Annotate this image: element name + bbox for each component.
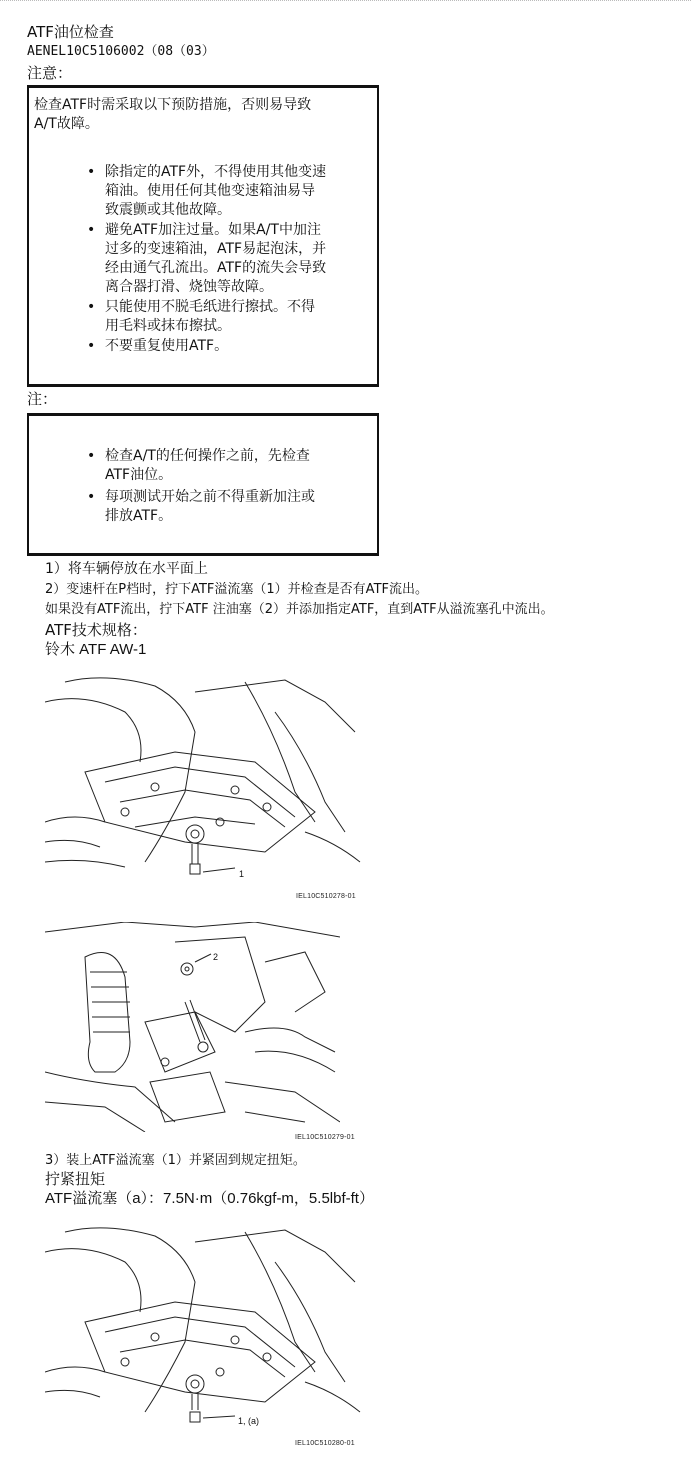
note-heading: 注： (27, 390, 58, 408)
caution-intro-line-2: A/T故障。 (34, 116, 99, 132)
document-code: AENEL10C5106002（08（03） (27, 44, 215, 59)
top-dotted-rule (0, 0, 691, 3)
figure-1-drain-plug-illustration (45, 672, 365, 894)
note-item-2-line-1: 每项测试开始之前不得重新加注或 (105, 489, 315, 505)
caution-item-1-line-1: 除指定的ATF外，不得使用其他变速 (105, 164, 327, 180)
figure-1-callout: 1 (239, 869, 245, 879)
page-title: ATF油位检查 (27, 23, 114, 41)
step-2-detail: 如果没有ATF流出，拧下ATF 注油塞（2）并添加指定ATF，直到ATF从溢流塞孔中流出。 (45, 602, 554, 617)
bullet-icon: • (87, 448, 96, 464)
figure-2-caption: IEL10C510279-01 (295, 1134, 355, 1141)
step-2: 2）变速杆在P档时，拧下ATF溢流塞（1）并检查是否有ATF流出。 (45, 582, 428, 597)
spec-label: ATF技术规格： (45, 621, 147, 639)
figure-2-callout: 2 (213, 952, 219, 962)
caution-heading: 注意： (27, 64, 73, 82)
caution-item-3-line-1: 只能使用不脱毛纸进行擦拭。不得 (105, 299, 315, 315)
figure-3-drain-plug-torque-illustration (45, 1222, 365, 1434)
bullet-icon: • (87, 338, 96, 354)
caution-item-2-line-4: 离合器打滑、烧蚀等故障。 (105, 279, 273, 295)
caution-item-1-line-3: 致震颤或其他故障。 (105, 202, 231, 218)
bullet-icon: • (87, 164, 96, 180)
bullet-icon: • (87, 222, 96, 238)
figure-3-callout: 1, (a) (238, 1416, 260, 1426)
figure-2-fill-plug-illustration (45, 922, 340, 1132)
step-1: 1）将车辆停放在水平面上 (45, 561, 208, 577)
caution-item-3-line-2: 用毛料或抹布擦拭。 (105, 318, 231, 334)
torque-value: ATF溢流塞（a）：7.5N·m（0.76kgf-m，5.5lbf-ft） (45, 1190, 374, 1207)
caution-box (27, 85, 379, 387)
figure-1-caption: IEL10C510278-01 (296, 893, 356, 900)
step-3: 3）装上ATF溢流塞（1）并紧固到规定扭矩。 (45, 1153, 306, 1168)
caution-item-2-line-3: 经由通气孔流出。ATF的流失会导致 (105, 260, 327, 276)
caution-item-2-line-2: 过多的变速箱油，ATF易起泡沫，并 (105, 241, 327, 257)
caution-item-1-line-2: 箱油。使用任何其他变速箱油易导 (105, 183, 315, 199)
figure-3-caption: IEL10C510280-01 (295, 1440, 355, 1447)
note-item-1-line-1: 检查A/T的任何操作之前，先检查 (105, 448, 310, 464)
bullet-icon: • (87, 489, 96, 505)
note-box (27, 413, 379, 556)
caution-item-2-line-1: 避免ATF加注过量。如果A/T中加注 (105, 222, 321, 238)
caution-intro-line-1: 检查ATF时需采取以下预防措施，否则易导致 (34, 97, 312, 113)
bullet-icon: • (87, 299, 96, 315)
caution-item-4-line-1: 不要重复使用ATF。 (105, 338, 229, 354)
note-item-2-line-2: 排放ATF。 (105, 508, 173, 524)
note-item-1-line-2: ATF油位。 (105, 467, 173, 483)
spec-value: 铃木 ATF AW-1 (45, 641, 147, 658)
torque-label: 拧紧扭矩 (45, 1170, 106, 1188)
